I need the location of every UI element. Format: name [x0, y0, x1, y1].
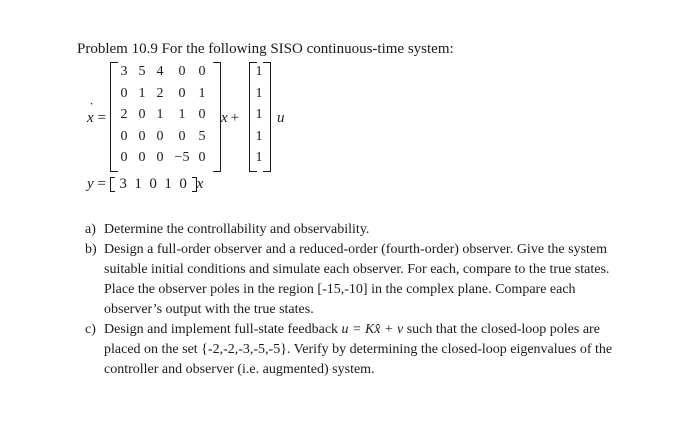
x-variable: x [221, 110, 228, 126]
matrix-a-cell: 0 [178, 128, 186, 144]
matrix-c-cell: 0 [179, 176, 187, 192]
matrix-a-cell: 0 [156, 128, 164, 144]
matrix-a-cell: 0 [120, 150, 128, 165]
matrix-a [116, 62, 216, 172]
x-dot-symbol: ˙ x [87, 110, 94, 127]
equals-sign: = [97, 176, 106, 192]
matrix-c-cell: 3 [119, 176, 127, 192]
part-a-label: a) [85, 222, 96, 237]
equals-sign: = [97, 110, 107, 126]
matrix-a-cell: 0 [138, 150, 146, 165]
matrix-a-cell: 4 [156, 64, 164, 79]
matrix-a-cell: 2 [120, 107, 128, 122]
matrix-a-cell: 5 [198, 128, 206, 144]
part-a-line: Determine the controllability and observability. [104, 222, 370, 237]
part-b-line: suitable initial conditions and simulate each observer. For each, compare to the true states. [104, 262, 610, 277]
part-c-line: controller and observer (i.e. augmented) system. [104, 362, 375, 377]
matrix-c [110, 176, 197, 193]
part-c-text: Design and implement full-state feedback [104, 322, 342, 337]
part-c-text: such that the closed-loop poles are [403, 322, 600, 337]
part-c-line [104, 320, 624, 340]
vector-b-cell: 1 [255, 64, 263, 79]
u-variable: u [277, 110, 285, 126]
vector-b-right-bracket [263, 62, 271, 172]
x-variable: x [196, 176, 204, 192]
matrix-a-cell: 3 [120, 64, 128, 79]
part-b-line: Design a full-order observer and a reduced-order (fourth-order) observer. Give the system [104, 242, 608, 257]
matrix-a-cell: 0 [198, 107, 206, 122]
matrix-a-cell: 0 [198, 150, 206, 165]
matrix-a-cell: 0 [178, 85, 186, 101]
vector-b-cell: 1 [255, 128, 263, 144]
matrix-c-cell: 0 [149, 176, 157, 192]
state-equation [87, 60, 347, 190]
part-b-label: b) [85, 242, 97, 257]
part-c-line: placed on the set {-2,-2,-3,-5,-5}. Verify by determining the closed-loop eigenvalues of the [104, 342, 613, 357]
matrix-a-cell: 0 [198, 64, 206, 79]
vector-b-cell: 1 [255, 85, 263, 101]
x-plus-term [221, 110, 239, 127]
part-b-line: observer’s output with the true states. [104, 302, 314, 317]
matrix-c-cell: 1 [164, 176, 172, 192]
matrix-a-cell: 1 [198, 85, 206, 101]
matrix-a-cell: −5 [174, 150, 190, 165]
part-b-line: Place the observer poles in the region [-15,-10] in the complex plane. Compare each [104, 282, 576, 297]
matrix-a-cell: 1 [178, 107, 186, 122]
matrix-a-cell: 0 [156, 150, 164, 165]
matrix-c-cell: 1 [134, 176, 142, 192]
vector-b-cell: 1 [255, 150, 263, 165]
matrix-a-cell: 5 [138, 64, 146, 79]
matrix-a-right-bracket [213, 62, 221, 172]
matrix-a-cell: 0 [178, 64, 186, 79]
matrix-a-cell: 2 [156, 85, 164, 101]
problem-heading: Problem 10.9 For the following SISO continuous-time system: [77, 41, 454, 57]
y-variable: y [87, 176, 94, 192]
state-derivative-lhs [87, 110, 106, 127]
matrix-a-cell: 0 [138, 128, 146, 144]
output-equation [87, 176, 203, 193]
matrix-a-cell: 0 [120, 85, 128, 101]
matrix-a-cell: 0 [138, 107, 146, 122]
plus-sign: + [230, 110, 240, 126]
part-c-label: c) [85, 322, 96, 337]
matrix-a-cell: 1 [156, 107, 164, 122]
matrix-a-cell: 1 [138, 85, 146, 101]
matrix-a-cell: 0 [120, 128, 128, 144]
vector-b-cell: 1 [255, 107, 263, 122]
feedback-law: u = Kx̂ + v [341, 322, 404, 337]
